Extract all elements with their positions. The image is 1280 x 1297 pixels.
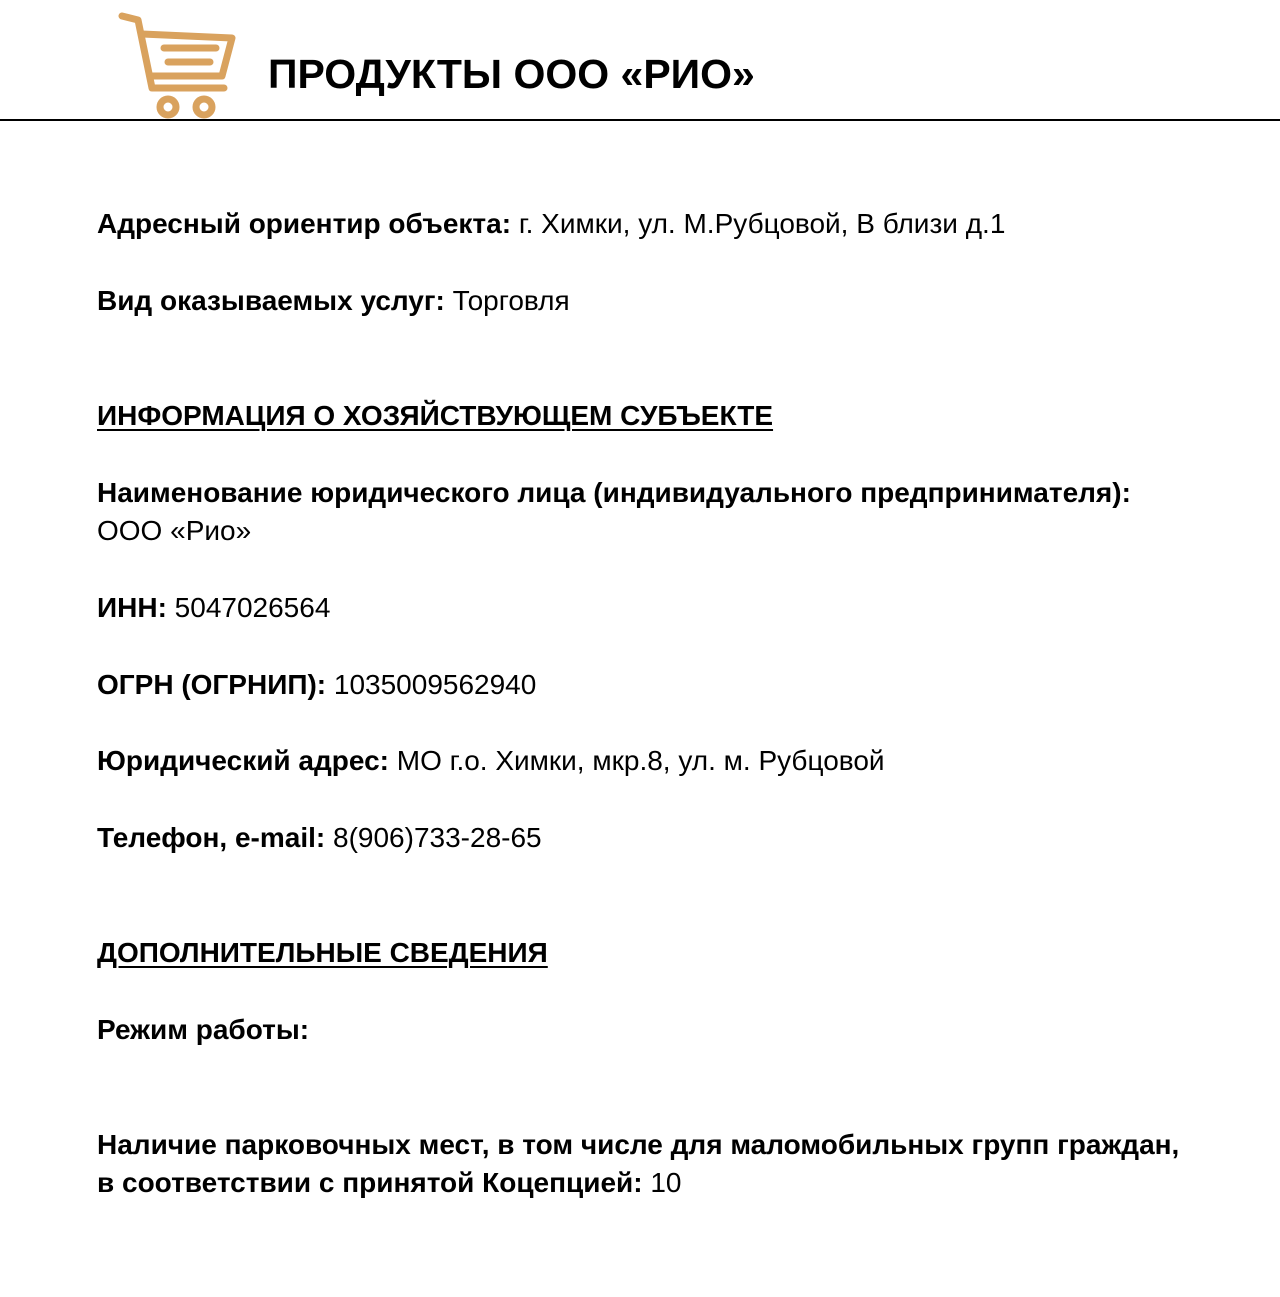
- page-title: ПРОДУКТЫ ООО «РИО»: [268, 51, 755, 97]
- legal-address-label: Юридический адрес:: [97, 745, 389, 776]
- parking-label-line2: в соответствии с принятой Коцепцией:: [97, 1167, 643, 1198]
- contacts-label: Телефон, e-mail:: [97, 822, 326, 853]
- inn-value: 5047026564: [166, 592, 331, 623]
- parking-label-line1: Наличие парковочных мест, в том числе для маломобильных групп граждан,: [97, 1129, 1180, 1160]
- entity-name-block: [97, 474, 1247, 550]
- schedule-label: Режим работы:: [97, 1014, 310, 1045]
- inn-row: [97, 589, 330, 627]
- contacts-row: [97, 819, 542, 857]
- legal-address-row: [97, 742, 885, 780]
- parking-value: 10: [642, 1167, 682, 1198]
- contacts-value: 8(906)733-28-65: [325, 822, 542, 853]
- page-header: [0, 0, 1280, 122]
- legal-address-value: МО г.о. Химки, мкр.8, ул. м. Рубцовой: [388, 745, 885, 776]
- header-divider: [0, 119, 1280, 121]
- entity-section-title: ИНФОРМАЦИЯ О ХОЗЯЙСТВУЮЩЕМ СУБЪЕКТЕ: [97, 400, 774, 431]
- ogrn-value: 1035009562940: [326, 669, 537, 700]
- address-row: [97, 205, 1005, 243]
- ogrn-label: ОГРН (ОГРНИП):: [97, 669, 327, 700]
- entity-name-value: ООО «Рио»: [97, 515, 252, 546]
- ogrn-row: [97, 666, 536, 704]
- entity-name-label: Наименование юридического лица (индивидуального предпринимателя):: [97, 477, 1131, 508]
- address-label: Адресный ориентир объекта:: [97, 208, 512, 239]
- parking-line2: [97, 1164, 1247, 1202]
- services-label: Вид оказываемых услуг:: [97, 285, 445, 316]
- extra-section-title: ДОПОЛНИТЕЛЬНЫЕ СВЕДЕНИЯ: [97, 937, 548, 968]
- address-value: г. Химки, ул. М.Рубцовой, В близи д.1: [511, 208, 1006, 239]
- inn-label: ИНН:: [97, 592, 167, 623]
- services-value: Торговля: [444, 285, 570, 316]
- services-row: [97, 282, 570, 320]
- parking-block: [97, 1126, 1247, 1202]
- shopping-cart-icon: [118, 10, 240, 122]
- schedule-row: [97, 1011, 309, 1049]
